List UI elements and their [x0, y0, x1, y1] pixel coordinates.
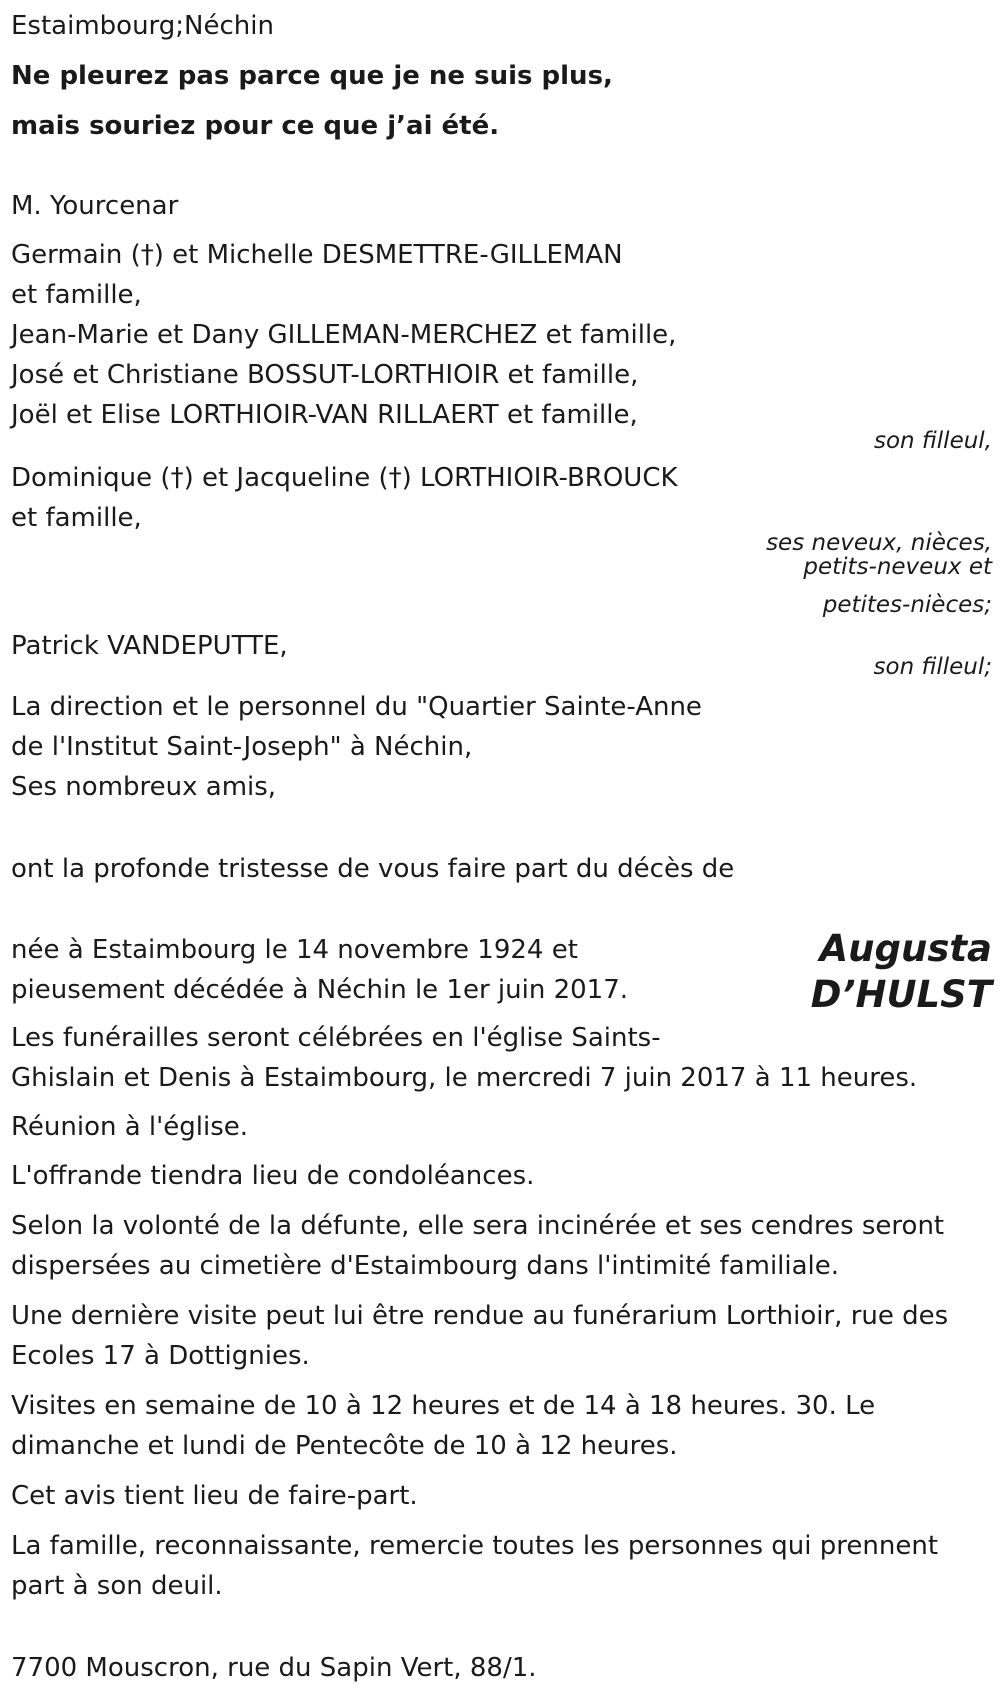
family-role: petits-neveux et — [803, 554, 992, 580]
deceased-first-name: Augusta — [819, 927, 992, 970]
deceased-last-name: D’HULST — [810, 973, 992, 1016]
death-line: pieusement décédée à Néchin le 1er juin 2017. — [11, 975, 629, 1005]
address-line: 7700 Mouscron, rue du Sapin Vert, 88/1. — [11, 1653, 537, 1683]
meeting-line: Réunion à l'église. — [11, 1112, 249, 1142]
family-line: Germain (†) et Michelle DESMETTRE-GILLEMAN — [11, 240, 623, 270]
notice-line: Cet avis tient lieu de faire-part. — [11, 1481, 418, 1511]
cremation-line: Selon la volonté de la défunte, elle sera incinérée et ses cendres seront — [11, 1211, 945, 1241]
cremation-line: dispersées au cimetière d'Estaimbourg dans l'intimité familiale. — [11, 1251, 840, 1281]
quote-author: M. Yourcenar — [11, 191, 179, 221]
funeral-line: Les funérailles seront célébrées en l'église Saints- — [11, 1023, 661, 1053]
family-line: Patrick VANDEPUTTE, — [11, 631, 288, 661]
family-role: son filleul; — [873, 654, 992, 680]
visit-line: Une dernière visite peut lui être rendue au funérarium Lorthioir, rue des — [11, 1301, 949, 1331]
offering-line: L'offrande tiendra lieu de condoléances. — [11, 1161, 535, 1191]
family-role: petites-nièces; — [822, 592, 992, 618]
family-line: Ses nombreux amis, — [11, 772, 277, 802]
thanks-line: La famille, reconnaissante, remercie toutes les personnes qui prennent — [11, 1531, 939, 1561]
family-line: José et Christiane BOSSUT-LORTHIOIR et famille, — [11, 360, 639, 390]
family-line: de l'Institut Saint-Joseph" à Néchin, — [11, 732, 473, 762]
funeral-line: Ghislain et Denis à Estaimbourg, le mercredi 7 juin 2017 à 11 heures. — [11, 1063, 918, 1093]
family-line: et famille, — [11, 280, 142, 310]
family-line: Dominique (†) et Jacqueline (†) LORTHIOIR-BROUCK — [11, 463, 678, 493]
family-role: son filleul, — [873, 428, 992, 454]
quote-line-2: mais souriez pour ce que j’ai été. — [11, 111, 500, 141]
visit-line: Ecoles 17 à Dottignies. — [11, 1341, 310, 1371]
family-line: Joël et Elise LORTHIOIR-VAN RILLAERT et famille, — [11, 400, 638, 430]
birth-line: née à Estaimbourg le 14 novembre 1924 et — [11, 935, 578, 965]
hours-line: dimanche et lundi de Pentecôte de 10 à 12 heures. — [11, 1431, 678, 1461]
quote-line-1: Ne pleurez pas parce que je ne suis plus, — [11, 61, 613, 91]
location-header: Estaimbourg;Néchin — [11, 11, 274, 41]
hours-line: Visites en semaine de 10 à 12 heures et de 14 à 18 heures. 30. Le — [11, 1391, 876, 1421]
family-role: ses neveux, nièces, — [766, 530, 992, 556]
family-line: La direction et le personnel du "Quartier Sainte-Anne — [11, 692, 702, 722]
announcement: ont la profonde tristesse de vous faire part du décès de — [11, 854, 735, 884]
deceased-name — [811, 926, 992, 1018]
family-line: et famille, — [11, 503, 142, 533]
thanks-line: part à son deuil. — [11, 1571, 223, 1601]
family-line: Jean-Marie et Dany GILLEMAN-MERCHEZ et famille, — [11, 320, 677, 350]
